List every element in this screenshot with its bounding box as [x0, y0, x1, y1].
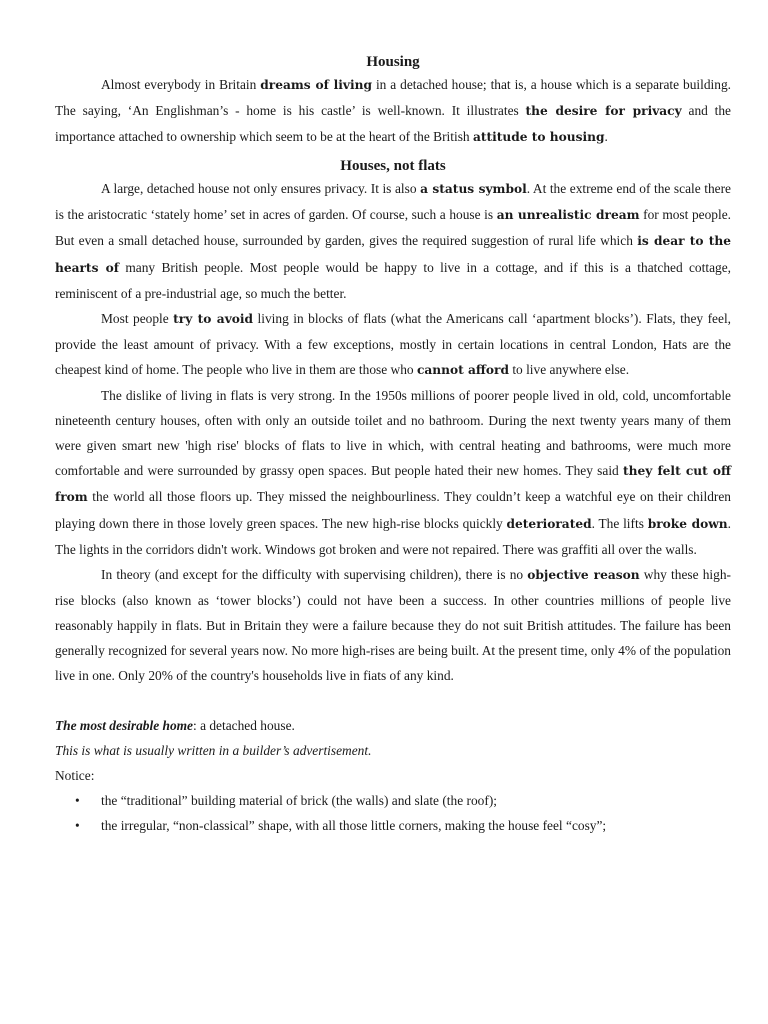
bold-term: objective reason [527, 567, 640, 582]
text-run: . The lights in the corridors didn't work. Windows got broken and were not repaired. There was graffiti all over the walls. [55, 515, 731, 557]
text-run: living in blocks of flats (what the Americans call ‘apartment blocks’). Flats, they feel, provide the least amount of privacy. With a few exceptions, mostly in certain locations in central London, Hats are the cheapest kind of home. The people who live in them are those who [55, 310, 732, 377]
intro-paragraph [55, 72, 731, 150]
bold-term: the desire for privacy [525, 104, 682, 119]
bold-term: attitude to housing [472, 130, 605, 145]
text-run: many British people. Most people would be happy to live in a cottage, and if this is a thatched cottage, reminiscent of a pre-industrial age, so much the better. [55, 259, 731, 301]
paragraph-high-rise [55, 383, 731, 562]
list-item [55, 813, 731, 838]
list-item [55, 788, 731, 813]
advertisement-note: This is what is usually written in a builder’s advertisement. [55, 743, 372, 759]
list-item-text: the “traditional” building material of brick (the walls) and slate (the roof); [101, 793, 497, 809]
bold-term: try to avoid [173, 311, 254, 326]
notice-label: Notice: [55, 768, 95, 784]
text-run: in a detached house; that is, a house which is a separate building. The saying, ‘An Englishman’s - home is his castle’ is well-known. It illustrates [55, 77, 732, 119]
text-run: : a detached house. [193, 718, 295, 734]
paragraph-status-symbol [55, 176, 731, 305]
document-page [55, 52, 731, 838]
text-run: why these high-rise blocks (also known as ‘tower blocks’) could not have been a success. In other countries millions of people live reasonably happily in flats. But in Britain they were a failure because they do not suit British attitudes. The failure has been generally recognized for several years now. No more high-rises are being built. At the present time, only 4% of the population live in one. Only 20% of the country's households live in fiats of any kind. [55, 566, 731, 684]
bold-term: a status symbol [420, 182, 527, 197]
bold-italic-label: The most desirable home [55, 718, 193, 734]
bold-term: they felt cut off from [55, 464, 731, 505]
text-run: . The lifts [591, 515, 648, 531]
list-item-text: the irregular, “non-classical” shape, with all those little corners, making the house feel “cosy”; [101, 818, 607, 834]
bold-term: broke down [647, 516, 728, 531]
bold-term: an unrealistic dream [496, 208, 640, 223]
text-run: and the importance attached to ownership which seem to be at the heart of the British [55, 103, 731, 145]
text-run: to live anywhere else. [508, 361, 630, 377]
desirable-home-section [55, 713, 731, 838]
page-title: Housing [366, 54, 420, 70]
text-run: A large, detached house not only ensures privacy. It is also [101, 181, 421, 197]
paragraph-flats [55, 306, 731, 383]
paragraph-theory [55, 562, 731, 688]
bold-term: deteriorated [506, 516, 592, 531]
text-run: for most people. But even a small detached house, surrounded by garden, gives the required suggestion of rural life which [55, 207, 731, 249]
bullet-icon: • [75, 793, 80, 809]
text-run: the world all those floors up. They missed the neighbourliness. They couldn’t keep a watchful eye on their children playing down there in those lovely green spaces. The new high-rise blocks quickly [55, 489, 731, 531]
bold-term: is dear to the hearts of [55, 234, 731, 275]
text-run: Most people [101, 310, 174, 326]
bold-term: dreams of living [260, 78, 373, 92]
bullet-icon: • [75, 818, 80, 834]
text-run: The dislike of living in flats is very strong. In the 1950s millions of poorer people lived in old, cold, uncomfortable nineteenth century houses, often with only an outside toilet and no bathroom. During the next twenty years many of them were given smart new 'high rise' blocks of flats to live in which, with central heating and bathrooms, were much more comfortable and were surrounded by grassy open spaces. But people hated their new homes. They said [55, 388, 731, 479]
bold-term: cannot afford [416, 362, 509, 377]
text-run: Almost everybody in Britain [101, 77, 261, 92]
text-run: . [604, 129, 608, 145]
text-run: In theory (and except for the difficulty with supervising children), there is no [101, 566, 528, 582]
desirable-home-line [55, 713, 731, 738]
section-heading: Houses, not flats [340, 158, 446, 175]
text-run: . At the extreme end of the scale there is the aristocratic ‘stately home’ set in acres of garden. Of course, such a house is [55, 181, 731, 223]
notice-list [55, 788, 731, 838]
